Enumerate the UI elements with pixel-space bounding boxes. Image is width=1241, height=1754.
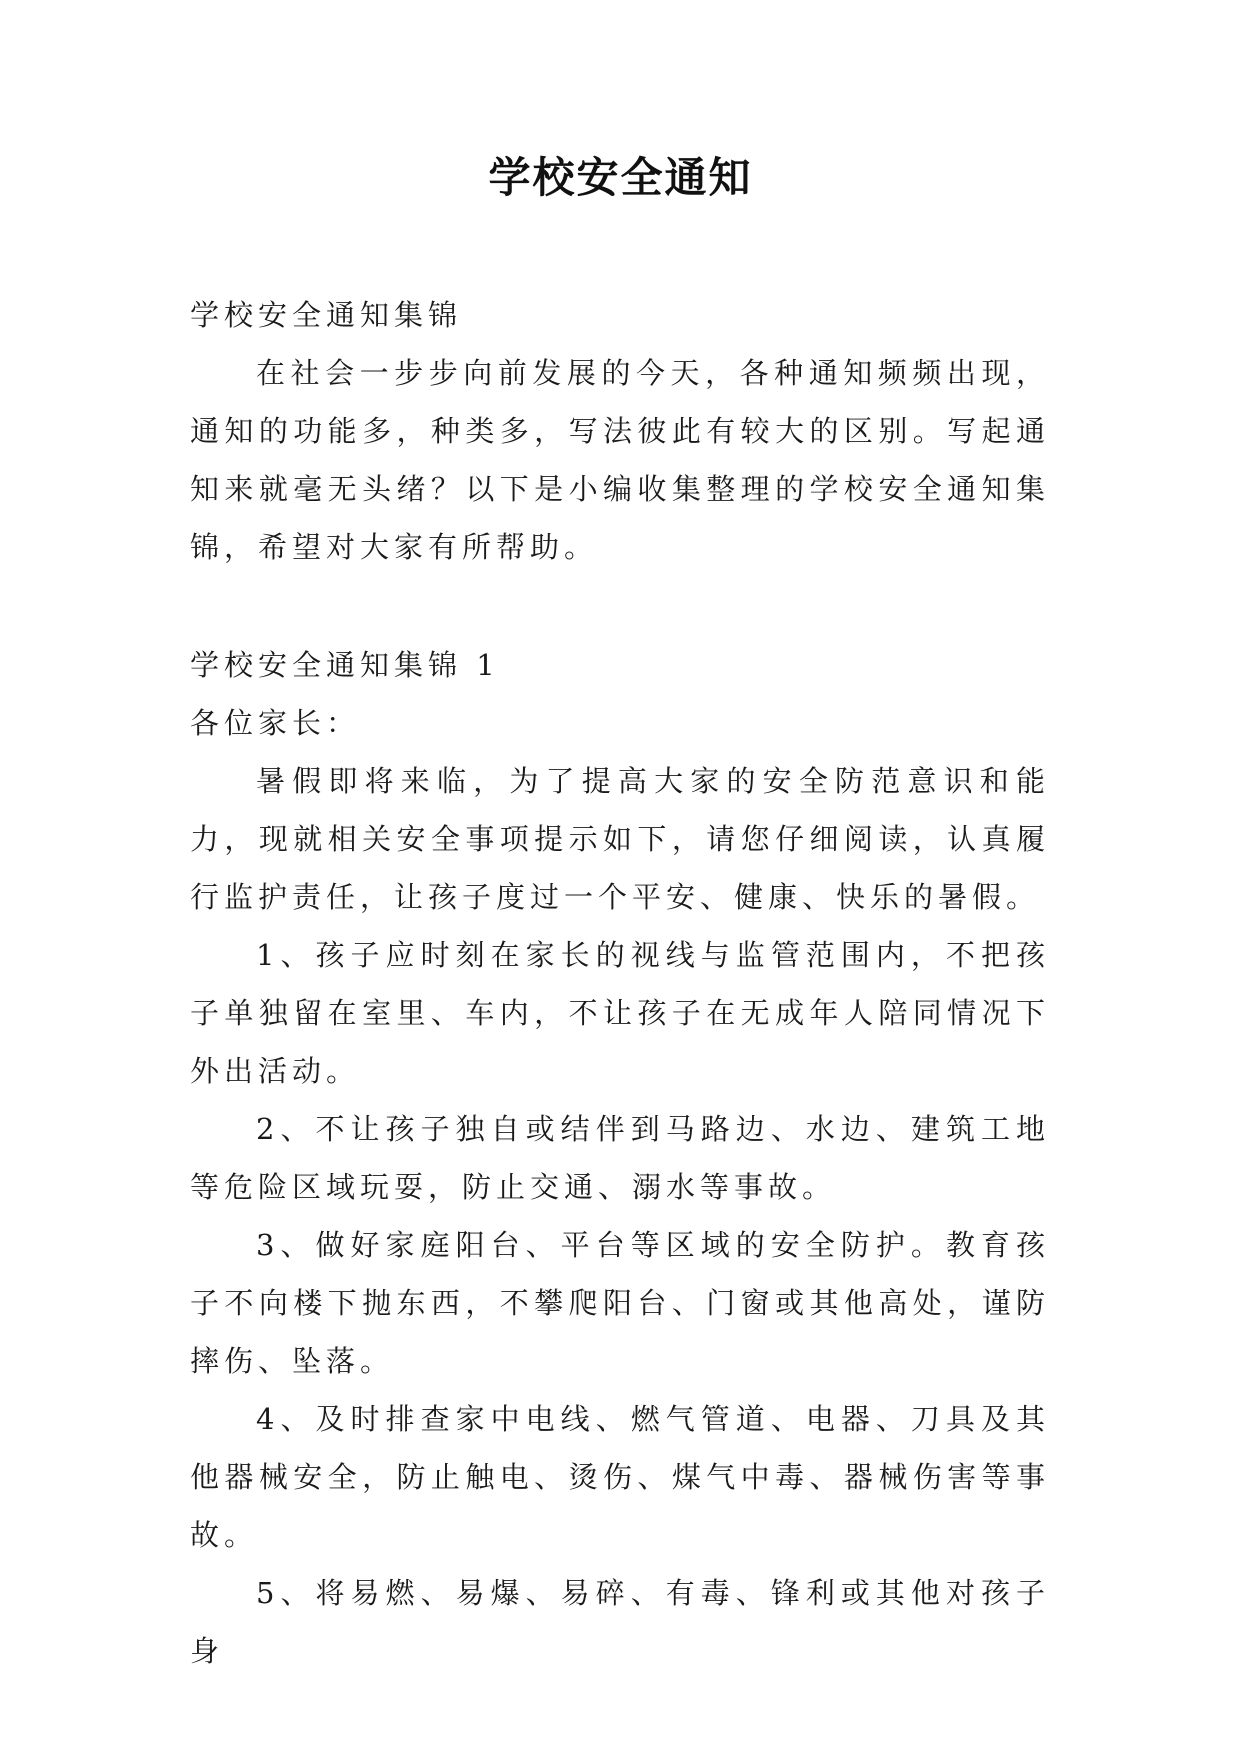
notice-section-1 <box>190 636 1050 1680</box>
intro-heading: 学校安全通知集锦 <box>190 298 463 332</box>
list-item: 1、孩子应时刻在家长的视线与监管范围内，不把孩子单独留在室里、车内，不让孩子在无成年人陪同情况下外出活动。 <box>190 938 1050 1088</box>
list-item: 5、将易燃、易爆、易碎、有毒、锋利或其他对孩子身 <box>190 1576 1050 1668</box>
salutation: 各位家长： <box>190 706 361 740</box>
lead-paragraph: 暑假即将来临，为了提高大家的安全防范意识和能力，现就相关安全事项提示如下，请您仔细阅读，认真履行监护责任，让孩子度过一个平安、健康、快乐的暑假。 <box>190 764 1050 914</box>
list-item: 3、做好家庭阳台、平台等区域的安全防护。教育孩子不向楼下抛东西，不攀爬阳台、门窗或其他高处，谨防摔伤、坠落。 <box>190 1228 1050 1378</box>
section-heading: 学校安全通知集锦 1 <box>190 648 500 682</box>
list-item: 4、及时排查家中电线、燃气管道、电器、刀具及其他器械安全，防止触电、烫伤、煤气中毒、器械伤害等事故。 <box>190 1402 1050 1552</box>
intro-paragraph: 在社会一步步向前发展的今天，各种通知频频出现，通知的功能多，种类多，写法彼此有较大的区别。写起通知来就毫无头绪？以下是小编收集整理的学校安全通知集锦，希望对大家有所帮助。 <box>190 356 1050 564</box>
intro-section <box>190 286 1050 576</box>
list-item: 2、不让孩子独自或结伴到马路边、水边、建筑工地等危险区域玩耍，防止交通、溺水等事故。 <box>190 1112 1050 1204</box>
document-title: 学校安全通知 <box>488 153 753 202</box>
